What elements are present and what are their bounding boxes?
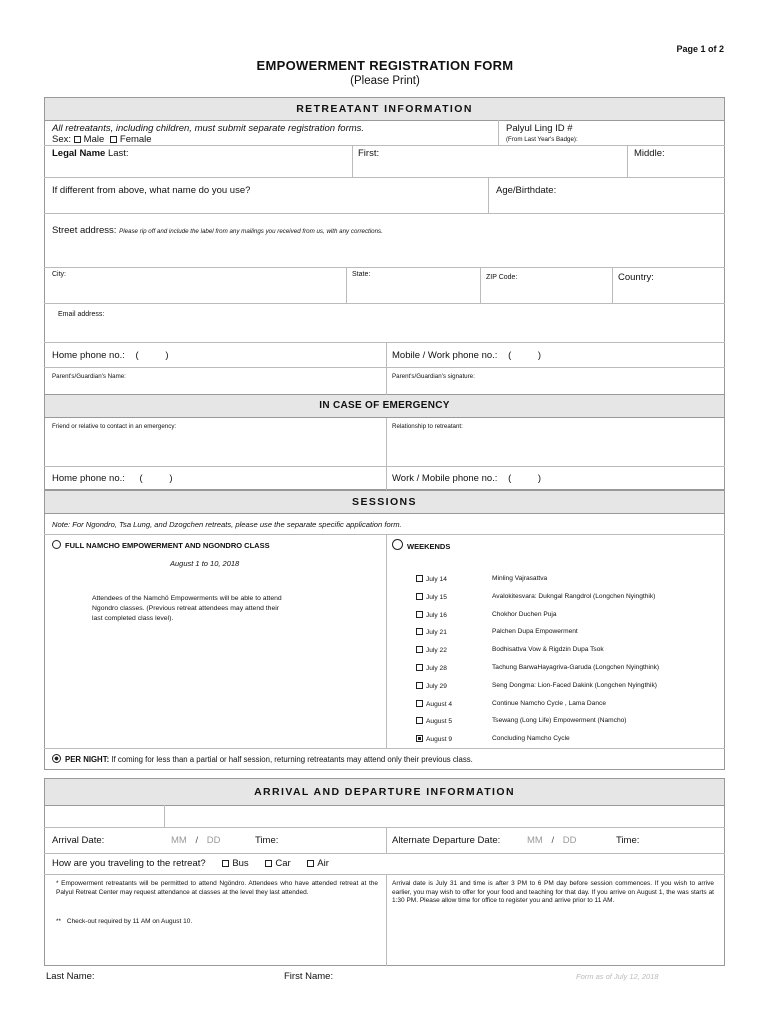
arrival-date-label: Arrival Date: <box>52 835 105 846</box>
female-checkbox[interactable] <box>110 136 117 143</box>
divider <box>386 418 387 490</box>
divider <box>44 534 725 535</box>
weekend-item[interactable] <box>416 717 452 725</box>
paren-open: ( <box>508 473 512 484</box>
checkout-row <box>56 918 192 925</box>
arrival-note-left: * Empowerment retreatants will be permitted to attend Ngöndro. Attendees who have attended retreat at the Palyul Retreat Center may request attendance at classes at the level they last attended. <box>56 880 378 896</box>
divider <box>627 145 628 177</box>
weekends-radio[interactable] <box>392 539 403 550</box>
street-note: Please rip off and include the label from any mailings you received from us, with any corrections. <box>119 228 383 235</box>
paren-open: ( <box>508 350 512 361</box>
bus-label: Bus <box>232 858 249 869</box>
weekend-date: July 28 <box>426 665 447 672</box>
arrival-date-input[interactable] <box>171 835 220 846</box>
emergency-work-phone-row <box>392 473 541 484</box>
city-label: City: <box>52 271 66 278</box>
weekend-checkbox[interactable] <box>416 628 423 635</box>
weekend-checkbox[interactable] <box>416 593 423 600</box>
paren-open: ( <box>139 473 143 484</box>
weekend-event: Bodhisattva Vow & Rigdzin Dupa Tsok <box>492 646 604 654</box>
retreatant-band: RETREATANT INFORMATION <box>45 98 724 121</box>
divider <box>352 145 353 177</box>
departure-slash: / <box>551 835 555 846</box>
air-checkbox[interactable] <box>307 860 314 867</box>
weekend-checkbox[interactable] <box>416 646 423 653</box>
departure-mm: MM <box>527 835 543 846</box>
form-date: Form as of July 12, 2018 <box>576 972 659 981</box>
car-checkbox[interactable] <box>265 860 272 867</box>
travel-row <box>52 858 329 869</box>
zip-label: ZIP Code: <box>486 274 518 281</box>
checkout-star: ** <box>56 918 62 925</box>
weekend-date: July 16 <box>426 611 447 619</box>
weekend-item[interactable] <box>416 682 447 690</box>
footer-last-name: Last Name: <box>46 971 95 982</box>
first-name-label: First: <box>358 148 380 159</box>
middle-name-label: Middle: <box>634 148 665 159</box>
home-phone-label: Home phone no.: <box>52 350 125 361</box>
air-label: Air <box>317 858 329 869</box>
departure-date-input[interactable] <box>527 835 576 846</box>
palyul-divider <box>498 120 499 145</box>
paren-close: ) <box>169 473 173 484</box>
country-label: Country: <box>618 272 654 283</box>
divider <box>44 827 725 828</box>
weekend-item[interactable] <box>416 664 447 672</box>
emergency-contact-label: Friend or relative to contact in an emergency: <box>52 423 177 430</box>
per-night-row[interactable] <box>52 754 473 764</box>
footer-first-name: First Name: <box>284 971 334 982</box>
mobile-phone-row <box>392 350 541 361</box>
checkout-note: Check-out required by 11 AM on August 10. <box>66 918 193 925</box>
divider <box>44 303 725 304</box>
full-session-desc-1: Attendees of the Namchö Empowerments will be able to attend <box>92 595 282 602</box>
paren-open: ( <box>135 350 139 361</box>
guardian-signature-label: Parent's/Guardian's signature: <box>392 373 475 380</box>
weekend-event: Seng Dongma: Lion-Faced Dakink (Longchen Nyingthik) <box>492 681 657 689</box>
emergency-work-phone-label: Work / Mobile phone no.: <box>392 473 498 484</box>
form-subtitle: (Please Print) <box>350 75 420 87</box>
weekend-date: July 29 <box>426 682 447 690</box>
weekend-date: August 4 <box>426 700 453 708</box>
weekend-event: Avalokitesvara: Dukngal Rangdrol (Longchen Nyingthik) <box>492 592 656 600</box>
email-label: Email address: <box>58 311 105 318</box>
per-night-label: PER NIGHT: <box>65 755 110 764</box>
departure-dd: DD <box>562 835 577 846</box>
street-label: Street address: <box>52 225 117 236</box>
full-session-radio[interactable] <box>52 540 61 549</box>
female-label: Female <box>119 134 152 145</box>
divider <box>44 342 725 343</box>
divider <box>386 342 387 395</box>
weekend-date: August 5 <box>426 718 453 726</box>
divider <box>44 466 725 467</box>
weekend-event: Palchen Dupa Empowerment <box>492 628 578 636</box>
arrival-time-label: Time: <box>255 835 279 846</box>
weekend-date: July 22 <box>426 647 447 655</box>
form-title: EMPOWERMENT REGISTRATION FORM <box>256 58 514 73</box>
weekend-item[interactable] <box>416 593 447 601</box>
per-night-text: If coming for less than a partial or half session, returning retreatants may attend only their previous class. <box>111 755 473 764</box>
divider <box>386 874 387 966</box>
weekend-checkbox[interactable] <box>416 682 423 689</box>
weekend-checkbox[interactable] <box>416 664 423 671</box>
weekend-event: Concluding Namcho Cycle <box>492 735 570 743</box>
weekends-option[interactable] <box>392 539 450 551</box>
home-phone-row <box>52 350 169 361</box>
weekend-date: August 9 <box>426 736 453 744</box>
weekend-date: July 15 <box>426 593 447 601</box>
divider <box>44 367 725 368</box>
relationship-label: Relationship to retreatant: <box>392 423 463 430</box>
sessions-note: Note: For Ngondro, Tsa Lung, and Dzogchen retreats, please use the separate specific application form. <box>52 520 402 529</box>
arrival-band: ARRIVAL AND DEPARTURE INFORMATION <box>45 779 724 806</box>
divider <box>386 534 387 748</box>
palyul-id-label: Palyul Ling ID # <box>506 123 573 134</box>
alt-name-label: If different from above, what name do you use? <box>52 185 251 196</box>
weekend-item[interactable] <box>416 700 452 708</box>
travel-label: How are you traveling to the retreat? <box>52 858 206 869</box>
weekend-item[interactable] <box>416 611 447 619</box>
divider <box>44 874 725 875</box>
weekend-event: Chokhor Duchen Puja <box>492 610 557 618</box>
page-number: Page 1 of 2 <box>676 44 724 54</box>
weekend-date: July 14 <box>426 576 447 583</box>
weekend-checkbox[interactable] <box>416 611 423 618</box>
arrival-dd: DD <box>206 835 221 846</box>
emergency-home-phone-label: Home phone no.: <box>52 473 125 484</box>
last-name-label: Last: <box>107 148 129 159</box>
full-session-option[interactable] <box>52 540 270 550</box>
arrival-note-right: Arrival date is July 31 and time is after 3 PM to 6 PM day before session commences. If you wish to arrive earlier, you may wish to offer for your food and teaching for that day. If you arrive on August 1, the was starts at 1:30 PM. Please allow time for office to register you and arrive prior to 11 AM. <box>392 880 714 904</box>
age-label: Age/Birthdate: <box>496 185 557 196</box>
weekend-date: July 21 <box>426 629 447 637</box>
alt-departure-label: Alternate Departure Date: <box>392 835 501 846</box>
weekend-event: Continue Namcho Cycle , Lama Dance <box>492 699 606 707</box>
divider <box>164 805 165 827</box>
sessions-band: SESSIONS <box>45 490 724 514</box>
divider <box>44 145 725 146</box>
paren-close: ) <box>537 350 542 361</box>
divider <box>480 267 481 303</box>
arrival-slash: / <box>195 835 199 846</box>
weekend-item[interactable] <box>416 575 447 583</box>
paren-close: ) <box>165 350 169 361</box>
paren-close: ) <box>537 473 542 484</box>
weekend-checkbox[interactable] <box>416 735 423 742</box>
weekend-checkbox[interactable] <box>416 717 423 724</box>
emergency-home-phone-row <box>52 473 173 484</box>
weekend-item[interactable] <box>416 646 447 654</box>
street-row <box>52 225 383 236</box>
male-label: Male <box>83 134 105 145</box>
legal-name-label: Legal Name <box>52 148 106 159</box>
divider <box>44 177 725 178</box>
sessions-section <box>44 490 725 770</box>
male-checkbox[interactable] <box>74 136 81 143</box>
divider <box>44 748 725 749</box>
weekend-item[interactable] <box>416 735 452 743</box>
weekend-checkbox[interactable] <box>416 700 423 707</box>
guardian-name-label: Parent's/Guardian's Name: <box>52 373 126 380</box>
full-session-desc-2: Ngondro classes. (Previous retreat attendees may attend their <box>92 605 280 612</box>
weekend-event: Tachung BarwaHayagriva-Garuda (Longchen Nyingthink) <box>492 664 660 671</box>
departure-time-label: Time: <box>616 835 640 846</box>
full-session-desc-3: last completed class level). <box>92 615 174 622</box>
sex-row <box>52 134 152 145</box>
weekend-checkbox[interactable] <box>416 575 423 582</box>
retreatant-note: All retreatants, including children, must submit separate registration forms. <box>52 123 365 134</box>
state-label: State: <box>352 271 371 278</box>
legal-name-row <box>52 148 129 159</box>
weekend-event: Minling Vajrasattva <box>492 575 548 582</box>
per-night-radio[interactable] <box>52 754 61 763</box>
sex-label: Sex: <box>52 134 72 145</box>
divider <box>488 177 489 213</box>
mobile-phone-label: Mobile / Work phone no.: <box>392 350 498 361</box>
divider <box>612 267 613 303</box>
emergency-band: IN CASE OF EMERGENCY <box>45 395 724 418</box>
weekends-label: WEEKENDS <box>407 542 451 551</box>
full-session-label: FULL NAMCHO EMPOWERMENT AND NGONDRO CLASS <box>65 541 270 550</box>
divider <box>44 853 725 854</box>
weekend-event: Tsewang (Long Life) Empowerment (Namcho) <box>492 717 627 725</box>
car-label: Car <box>275 858 291 869</box>
bus-checkbox[interactable] <box>222 860 229 867</box>
divider <box>44 267 725 268</box>
divider <box>346 267 347 303</box>
divider <box>386 827 387 853</box>
full-session-dates: August 1 to 10, 2018 <box>170 559 240 568</box>
arrival-section <box>44 778 725 966</box>
weekend-item[interactable] <box>416 628 447 636</box>
arrival-mm: MM <box>171 835 187 846</box>
palyul-id-sub: (From Last Year's Badge): <box>506 136 578 143</box>
divider <box>44 213 725 214</box>
